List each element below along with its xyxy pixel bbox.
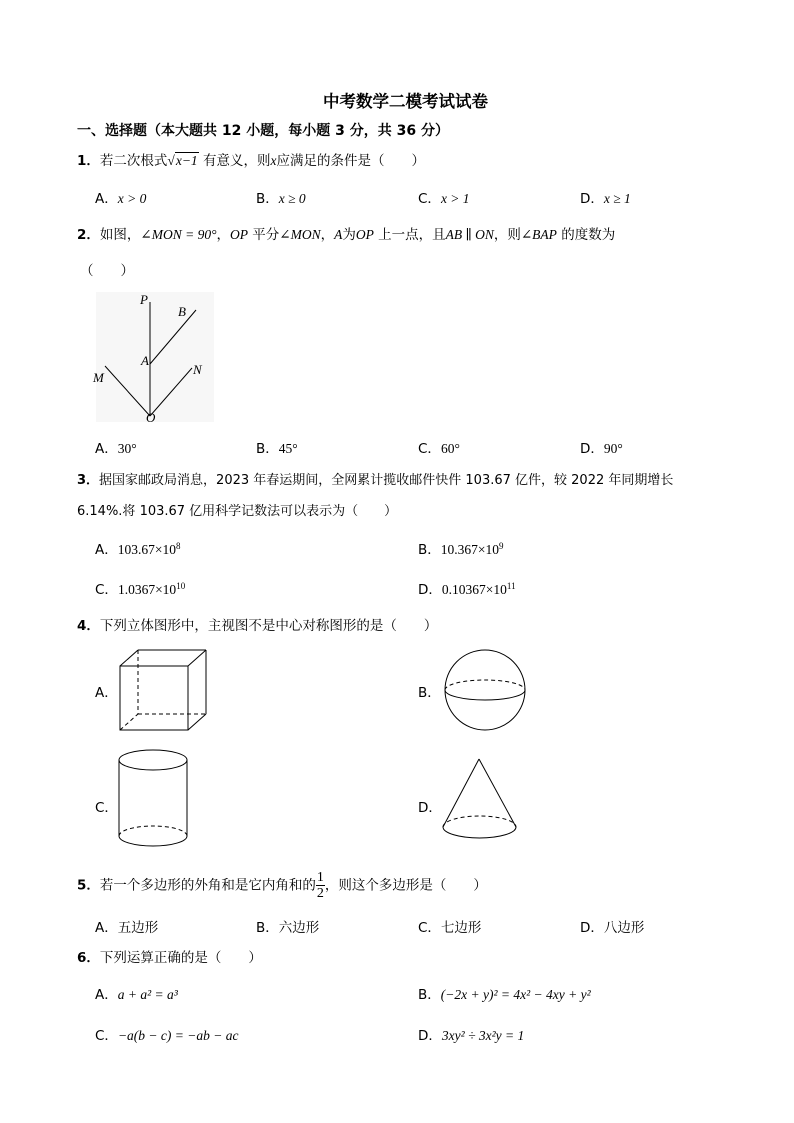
answer-bracket: （ ） — [80, 263, 134, 279]
question-2: 2．如图，∠MON = 90°，OP 平分∠MON，A为OP 上一点，且AB ∥ ON，则∠BAP 的度数为 — [77, 227, 616, 243]
question-6: 6．下列运算正确的是（ ） — [77, 950, 262, 966]
option-b[interactable]: B．45° — [256, 441, 298, 457]
option-a[interactable]: A．五边形 — [95, 920, 159, 936]
option-a[interactable]: A．$103.67\times 10^8$ — [95, 541, 181, 558]
question-3: 3．据国家邮政局消息，2023 年春运期间，全网累计揽收邮件快件 103.67 亿件，较 2022 年同期增长 — [77, 473, 674, 488]
variable: x — [270, 153, 277, 168]
option-d[interactable]: D．90° — [580, 441, 623, 457]
label-m: M — [93, 370, 104, 385]
question-text: 有意义，则 — [202, 153, 271, 169]
label-b: B — [178, 304, 186, 319]
option-b[interactable]: B．(−2x + y)² = 4x² − 4xy + y² — [418, 987, 591, 1003]
option-c[interactable]: C．60° — [418, 441, 460, 457]
option-b[interactable]: B． — [418, 685, 441, 701]
label-p: P — [140, 292, 148, 307]
section-heading: 一、选择题（本大题共 12 小题，每小题 3 分，共 36 分） — [77, 123, 449, 139]
angle-mon-90: ∠MON = 90° — [140, 227, 217, 242]
question-4: 4．下列立体图形中，主视图不是中心对称图形的是（ ） — [77, 618, 438, 634]
option-a[interactable]: A．30° — [95, 441, 137, 457]
option-a[interactable]: A． — [95, 685, 118, 701]
option-d[interactable]: D．3xy² ÷ 3x²y = 1 — [418, 1028, 525, 1044]
sphere-shape — [443, 648, 529, 734]
cone-shape — [440, 757, 520, 847]
option-d[interactable]: D．八边形 — [580, 920, 645, 936]
question-text: 若二次根式 — [99, 153, 168, 169]
fraction: $\frac{1}{2}$ — [316, 870, 324, 901]
sqrt-symbol: √ — [167, 153, 175, 168]
option-a[interactable]: A．x > 0 — [95, 191, 147, 207]
option-c[interactable]: C．$1.0367\times 10^{10}$ — [95, 581, 186, 598]
question-1 — [77, 149, 425, 169]
label-n: N — [193, 362, 202, 377]
option-c[interactable]: C． — [95, 800, 118, 816]
question-3-line2: 6.14%.将 103.67 亿用科学记数法可以表示为（ ） — [77, 504, 398, 519]
option-b[interactable]: B．$10.367\times 10^9$ — [418, 541, 504, 558]
option-d[interactable]: D．x ≥ 1 — [580, 191, 631, 207]
question-text: 应满足的条件是（ ） — [276, 153, 425, 169]
option-b[interactable]: B．六边形 — [256, 920, 320, 936]
page-title: 中考数学二模考试试卷 — [323, 92, 488, 111]
option-b[interactable]: B．x ≥ 0 — [256, 191, 306, 207]
label-o: O — [146, 410, 156, 425]
option-c[interactable]: C．−a(b − c) = −ab − ac — [95, 1028, 239, 1044]
option-c[interactable]: C．七边形 — [418, 920, 482, 936]
question-5: 5．若一个多边形的外角和是它内角和的 $\frac{1}{2}$ ，则这个多边形是（ ） — [77, 870, 487, 901]
label-a: A — [141, 353, 149, 368]
option-d[interactable]: D． — [418, 800, 442, 816]
cylinder-shape — [117, 748, 189, 850]
cube-shape — [118, 648, 210, 732]
angle-figure — [88, 288, 218, 428]
option-a[interactable]: A．a + a² = a³ — [95, 987, 178, 1003]
option-d[interactable]: D．$0.10367\times 10^{11}$ — [418, 581, 516, 598]
question-number: 1． — [77, 153, 100, 169]
radicand: x−1 — [175, 153, 198, 168]
option-c[interactable]: C．x > 1 — [418, 191, 470, 207]
